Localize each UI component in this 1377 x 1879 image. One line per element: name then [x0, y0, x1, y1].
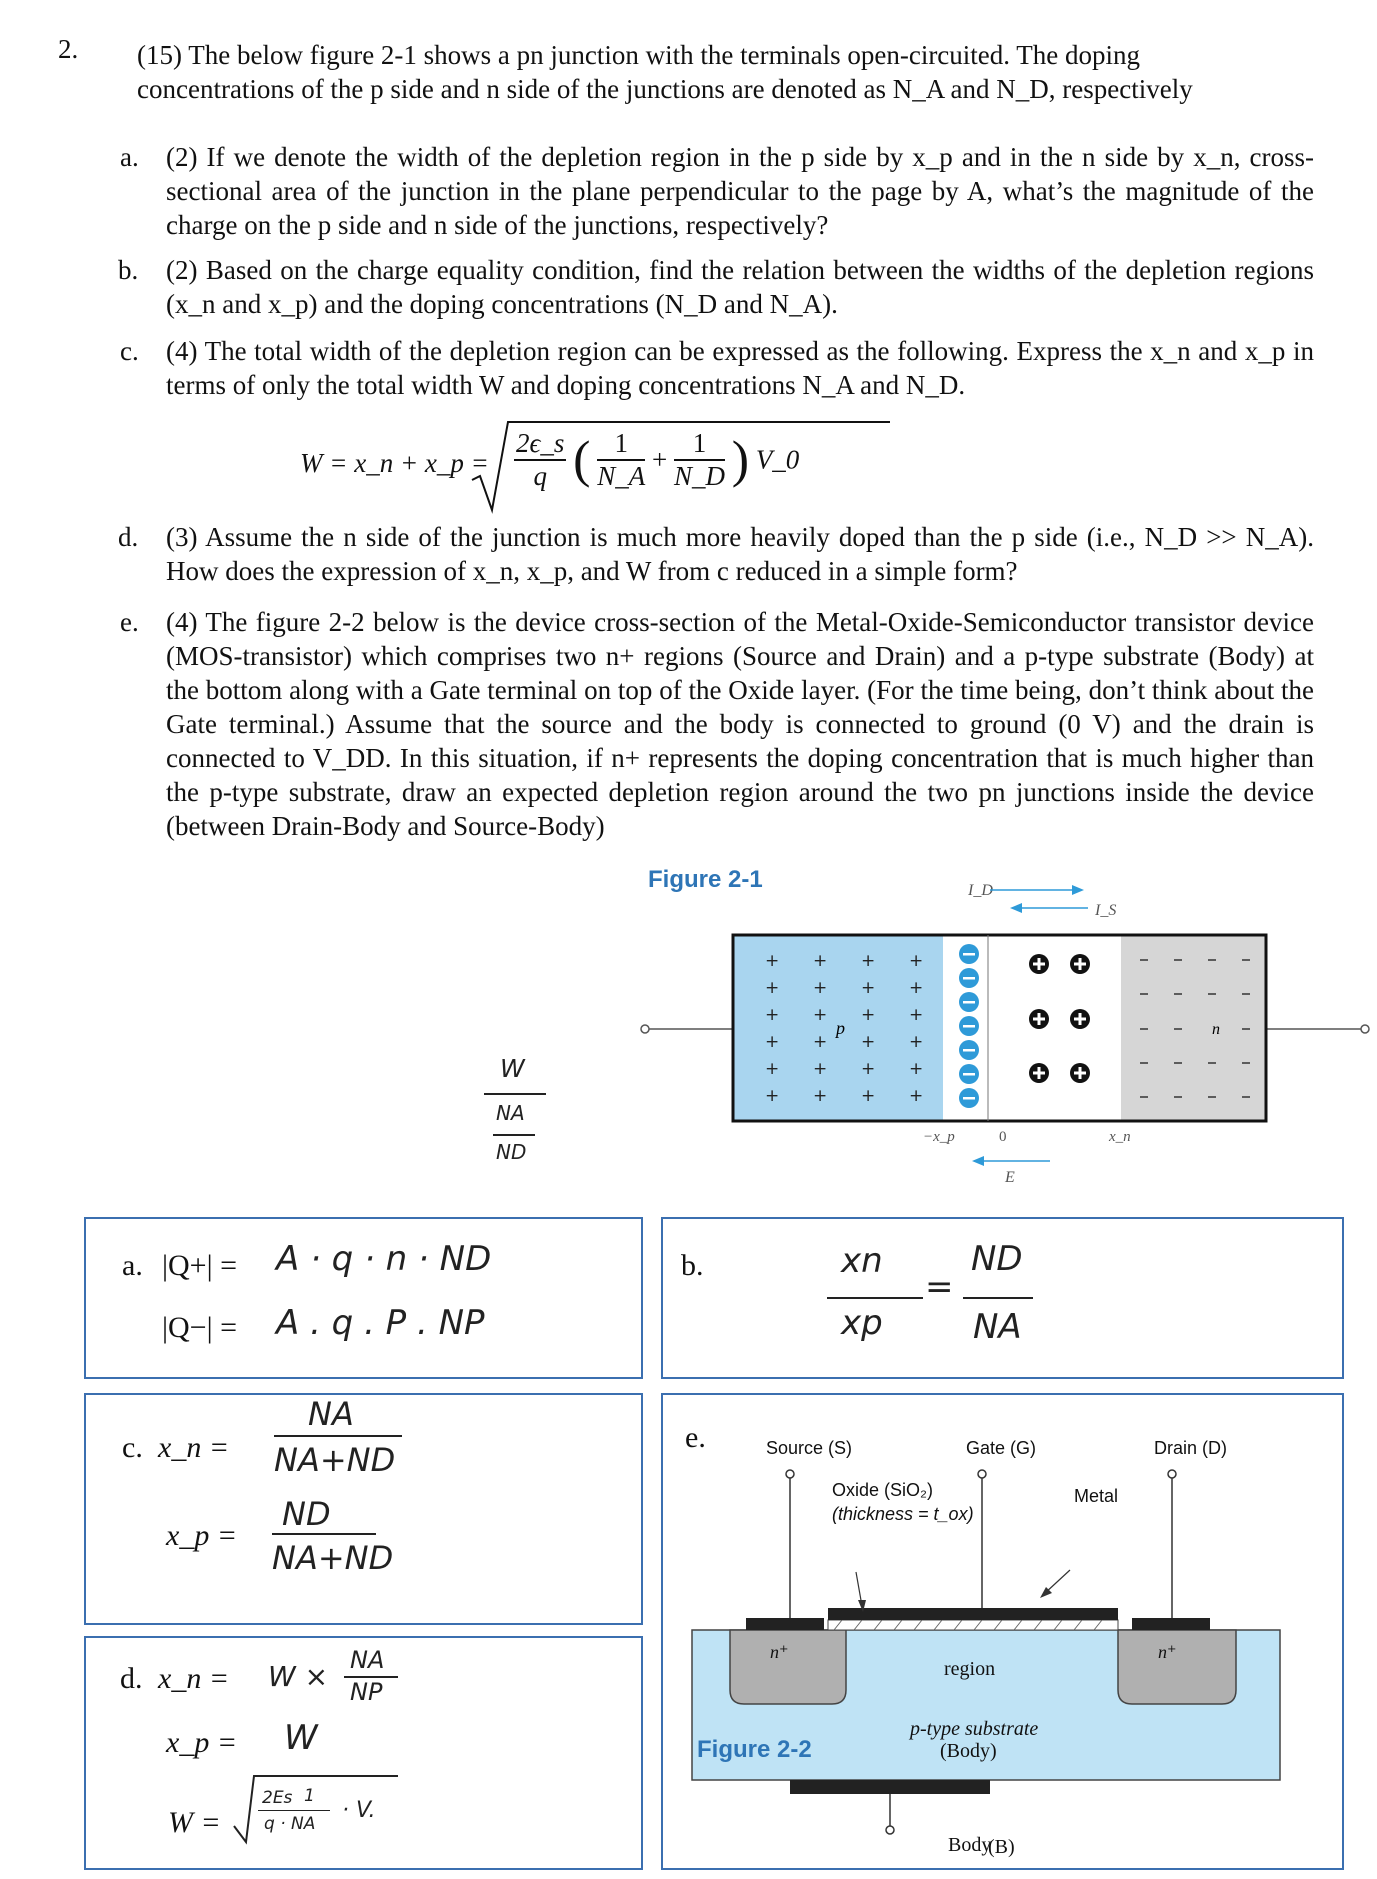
svg-text:+: +	[909, 978, 924, 998]
svg-text:+: +	[861, 1059, 876, 1079]
substrate-body-label: (Body)	[940, 1740, 997, 1762]
metal-label: Metal	[1074, 1486, 1119, 1506]
formula-frac-1-na: $\frac{1}{N\_A}$	[597, 428, 646, 491]
part-d-text: (3) Assume the n side of the junction is much more heavily doped than the p side (i.e., N_D >> N_A). How does the expression of x_n, x_p, and W from c reduced in a simple form?	[166, 522, 1314, 586]
answer-d-xp: x_p =	[166, 1726, 238, 1759]
n-region	[1121, 935, 1266, 1121]
region-label: region	[944, 1658, 996, 1680]
problem-intro	[137, 38, 1317, 106]
gate-label: Gate (G)	[966, 1438, 1037, 1458]
formula-frac-1-nd: $\frac{1}{N\_D}$	[673, 428, 725, 491]
problem-number: 2.	[58, 34, 79, 64]
figure-2-1-pn-junction	[640, 870, 1377, 1190]
formula-paren-open: (	[573, 431, 591, 489]
formula-lhs: W = x_n + x_p =	[300, 448, 489, 478]
svg-text:+: +	[765, 1059, 780, 1079]
part-d-label: d.	[118, 522, 139, 552]
svg-text:+: +	[861, 1032, 876, 1052]
e-field-label: E	[1005, 1169, 1015, 1186]
answer-d-xp-value: W	[284, 1718, 318, 1758]
gate-terminal	[978, 1470, 986, 1478]
gate-metal	[828, 1608, 1118, 1620]
zero-label: 0	[999, 1129, 1007, 1145]
svg-text:+: +	[909, 1032, 924, 1052]
answer-b-fraction-line	[827, 1297, 923, 1299]
drain-label: Drain (D)	[1154, 1438, 1228, 1458]
figure-2-2-mosfet	[662, 1394, 1339, 1865]
intro-line-1: (15) The below figure 2-1 shows a pn junction with the terminals open-circuited. The doping	[137, 40, 1141, 70]
answer-a-label: a.	[122, 1249, 143, 1282]
part-b-label: b.	[118, 255, 139, 285]
answer-a-qplus: |Q+| =	[162, 1249, 238, 1282]
formula-v0: V_0	[755, 444, 800, 475]
answer-c-xp-den: NA+ND	[272, 1539, 394, 1577]
svg-text:+: +	[861, 951, 876, 971]
body-contact	[790, 1780, 990, 1794]
hw-side-fraction-line-2	[493, 1134, 535, 1136]
answer-a-qminus-value: A . q . P . NP	[276, 1303, 485, 1343]
part-b-text: (2) Based on the charge equality condition, find the relation between the widths of the depletion regions (x_n and x_p) and the doping concentrations (N_D and N_A).	[166, 255, 1314, 319]
minus-xp-label: −x_p	[923, 1129, 955, 1145]
answer-d-w-a: 2Es	[262, 1788, 293, 1808]
answer-d-w-b: 1	[304, 1786, 315, 1806]
id-label: I_D	[968, 882, 993, 899]
answer-d-sqrt-icon	[232, 1766, 402, 1846]
answer-box-a[interactable]	[84, 1217, 643, 1379]
source-contact	[746, 1618, 824, 1630]
substrate-label: p-type substrate	[910, 1718, 1039, 1740]
answer-b-label: b.	[681, 1249, 704, 1282]
answer-box-c[interactable]	[84, 1393, 643, 1625]
part-c-label: c.	[120, 336, 139, 366]
answer-b-eq: =	[925, 1267, 954, 1307]
svg-text:+: +	[909, 1086, 924, 1106]
svg-text:+: +	[909, 1005, 924, 1025]
svg-text:+: +	[813, 1059, 828, 1079]
answer-d-w-c: q · NA	[264, 1814, 316, 1834]
svg-text:+: +	[813, 1005, 828, 1025]
answer-c-xn-fraction-line	[274, 1435, 402, 1437]
svg-text:+: +	[765, 1005, 780, 1025]
figure-2-2-title: Figure 2-2	[697, 1736, 812, 1763]
hw-side-nd: ND	[496, 1140, 527, 1164]
formula-body	[514, 428, 799, 492]
svg-text:+: +	[861, 1086, 876, 1106]
svg-text:+: +	[765, 978, 780, 998]
body-terminal	[886, 1826, 894, 1834]
oxide-label: Oxide (SiO₂)	[832, 1480, 934, 1500]
figure-2-1-title: Figure 2-1	[648, 866, 763, 893]
answer-b-fraction-line-2	[963, 1297, 1033, 1299]
answer-d-xn-num: NA	[350, 1646, 385, 1674]
formula-frac-2eps-q: $\frac{2\epsilon\_s}{q}$	[516, 428, 565, 491]
answer-b-num: xn	[841, 1241, 883, 1281]
svg-text:+: +	[813, 1086, 828, 1106]
intro-line-2: concentrations of the p side and n side of the junctions are denoted as N_A and N_D, respectively	[137, 74, 1193, 104]
hw-side-na: NA	[496, 1101, 525, 1125]
svg-text:+: +	[765, 1086, 780, 1106]
answer-c-xp: x_p =	[166, 1519, 238, 1552]
hw-side-fraction-line	[484, 1093, 546, 1095]
part-a-text: (2) If we denote the width of the depletion region in the p side by x_p and in the n side by x_n, cross-sectional area of the junction in the plane perpendicular to the page by A, what’s the magnitude of the charge on the p side and n side of the junctions, respectively?	[166, 142, 1314, 240]
drain-nplus-label: n⁺	[1158, 1642, 1177, 1662]
source-terminal	[786, 1470, 794, 1478]
source-label: Source (S)	[766, 1438, 853, 1458]
p-label: p	[836, 1018, 845, 1038]
drain-nplus-region	[1118, 1630, 1236, 1704]
answer-c-xn-den: NA+ND	[274, 1441, 396, 1479]
answer-e-label: e.	[685, 1421, 706, 1454]
part-e-label: e.	[120, 607, 139, 637]
svg-text:+: +	[909, 951, 924, 971]
n-label: n	[1212, 1021, 1220, 1038]
svg-text:+: +	[909, 1059, 924, 1079]
answer-d-w-d: · V.	[342, 1798, 376, 1823]
oxide-thickness-label: (thickness = t_ox)	[832, 1504, 974, 1524]
svg-text:+: +	[813, 978, 828, 998]
answer-d-xn: x_n =	[158, 1662, 230, 1695]
svg-text:+: +	[813, 1032, 828, 1052]
formula-plus: +	[651, 444, 668, 475]
body-b-label: (B)	[988, 1836, 1015, 1858]
answer-d-w-fraction-line	[258, 1810, 330, 1811]
answer-c-xn-num: NA	[308, 1395, 354, 1433]
answer-c-xp-num: ND	[282, 1495, 331, 1533]
svg-text:+: +	[861, 1005, 876, 1025]
part-e-text: (4) The figure 2-2 below is the device cross-section of the Metal-Oxide-Semiconductor transistor device (MOS-transistor) which comprises two n+ regions (Source and Drain) and a p-type substrate (Body) at the bottom along with a Gate terminal on top of the Oxide layer. (For the time being, don’t think about the Gate terminal.) Assume that the source and the body is connected to ground (0 V) and the drain is connected to V_DD. In this situation, if n+ represents the doping concentration that is much higher than the p-type substrate, draw an expected depletion region around the two pn junctions inside the device (between Drain-Body and Source-Body)	[166, 607, 1314, 841]
answer-d-label: d.	[120, 1662, 143, 1695]
answer-c-xn: x_n =	[158, 1431, 230, 1464]
svg-text:+: +	[813, 951, 828, 971]
answer-b-rden: NA	[973, 1307, 1022, 1347]
answer-d-w: W =	[168, 1806, 221, 1839]
drain-contact	[1132, 1618, 1210, 1630]
answer-b-rnum: ND	[971, 1239, 1023, 1279]
body-label: Body	[948, 1834, 992, 1856]
svg-text:+: +	[765, 1032, 780, 1052]
part-c-text: (4) The total width of the depletion region can be expressed as the following. Express the x_n and x_p in terms of only the total width W and doping concentrations N_A and N_D.	[166, 336, 1314, 400]
answer-c-label: c.	[122, 1431, 143, 1464]
source-nplus-label: n⁺	[770, 1642, 789, 1662]
hw-side-w: W	[500, 1054, 525, 1083]
xn-label: x_n	[1109, 1129, 1131, 1145]
answer-d-xn-value: W ×	[268, 1660, 329, 1693]
formula-paren-close: )	[731, 431, 750, 489]
is-label: I_S	[1095, 902, 1117, 919]
answer-d-xn-den: NP	[350, 1678, 383, 1706]
answer-c-xp-fraction-line	[272, 1533, 376, 1535]
part-a-label: a.	[120, 142, 139, 172]
svg-text:+: +	[861, 978, 876, 998]
answer-box-b[interactable]	[661, 1217, 1344, 1379]
answer-b-den: xp	[841, 1303, 883, 1343]
answer-box-d[interactable]	[84, 1636, 643, 1870]
answer-a-qminus: |Q−| =	[162, 1311, 238, 1344]
svg-text:+: +	[765, 951, 780, 971]
drain-terminal	[1168, 1470, 1176, 1478]
answer-a-qplus-value: A · q · n · ND	[276, 1239, 492, 1279]
